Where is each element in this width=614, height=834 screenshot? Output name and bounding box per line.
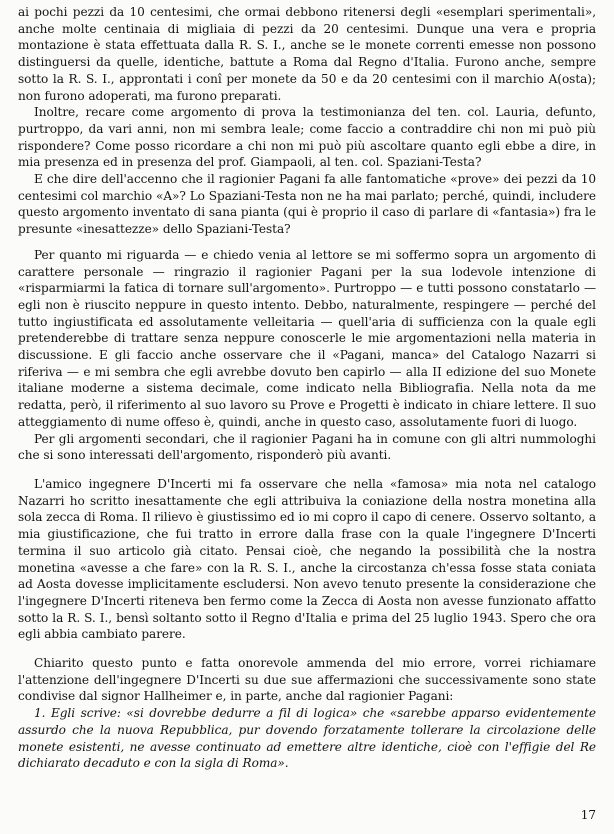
document-page (18, 4, 596, 772)
paragraph-7: Chiarito questo punto e fatta onorevole ammenda del mio errore, vorrei richiamare l'attenzione dell'ingegnere D'Incerti su due sue affermazioni che successivamente sono state condivise dal signor Hallheimer e, in parte, anche dal ragionier Pagani: (18, 656, 596, 704)
paragraph-1: ai pochi pezzi da 10 centesimi, che ormai debbono ritenersi degli «esemplari sperimentali», anche molte centinaia di migliaia di pezzi da 20 centesimi. Dunque una vera e propria montazione è stata effettuata dalla R. S. I., anche se le monete correnti emesse non possono distinguersi da quelle, identiche, battute a Roma dal Regno d'Italia. Furono anche, sempre sotto la R. S. I., approntati i conî per monete da 50 e da 20 centesimi con il marchio A(osta); non furono adoperati, ma furono preparati. (18, 5, 596, 103)
paragraph-2: Inoltre, recare come argomento di prova la testimonianza del ten. col. Lauria, defunto, purtroppo, da vari anni, non mi sembra leale; come faccio a contraddire chi non mi può più rispondere? Come posso ricordare a chi non mi può più ascoltare quanto egli ebbe a dire, in mia presenza ed in presenza del prof. Giampaoli, al ten. col. Spaziani-Testa? (18, 105, 596, 170)
page-number: 17 (580, 808, 596, 822)
paragraph-3: E che dire dell'accenno che il ragionier Pagani fa alle fantomatiche «prove» dei pezzi da 10 centesimi col marchio «A»? Lo Spaziani-Testa non ne ha mai parlato; perché, quindi, includere questo argomento inventato di sana pianta (qui è proprio il caso di parlare di «fantasia») fra le presunte «inesattezze» dello Spaziani-Testa? (18, 172, 596, 237)
paragraph-6: L'amico ingegnere D'Incerti mi fa osservare che nella «famosa» mia nota nel catalogo Nazarri ho scritto inesattamente che egli attribuiva la coniazione della nostra monetina alla sola zecca di Roma. Il rilievo è giustissimo ed io mi copro il capo di cenere. Osservo soltanto, a mia giustificazione, che fui tratto in errore dalla frase con la quale l'ingegnere D'Incerti termina il suo articolo già citato. Pensai cioè, che negando la possibilità che la nostra monetina «avesse a che fare» con la R. S. I., anche la circostanza ch'essa fosse stata coniata ad Aosta dovesse implicitamente escludersi. Non avevo tenuto presente la considerazione che l'ingegnere D'Incerti riteneva ben fermo come la Zecca di Aosta non avesse funzionato affatto sotto la R. S. I., bensì soltanto sotto il Regno d'Italia e prima del 25 luglio 1943. Spero che ora egli abbia cambiato parere. (18, 476, 596, 642)
paragraph-4: Per quanto mi riguarda — e chiedo venia al lettore se mi soffermo sopra un argomento di carattere personale — ringrazio il ragionier Pagani per la sua lodevole intenzione di «risparmiarmi la fatica di tornare sull'argomento». Purtroppo — e tutti possono constatarlo — egli non è riuscito neppure in questo intento. Debbo, naturalmente, respingere — perché del tutto ingiustificata ed assolutamente velleitaria — quell'aria di sufficienza con la quale egli pretenderebbe di trattare senza neppure conoscerle le mie argomentazioni nella materia in discussione. E gli faccio anche osservare che il «Pagani, manca» del Catalogo Nazarri si riferiva — e mi sembra che egli avrebbe dovuto ben capirlo — alla II edizione del suo Monete italiane moderne a sistema decimale, come indicato nella Bibliografia. Nella nota da me redatta, però, il riferimento al suo lavoro su Prove e Progetti è indicato in chiare lettere. Il suo atteggiamento di nume offeso è, quindi, anche in questo caso, assolutamente fuori di luogo. (18, 247, 596, 429)
paragraph-8-quote: 1. Egli scrive: «si dovrebbe dedurre a fil di logica» che «sarebbe apparso evidentemente assurdo che la nuova Repubblica, pur dovendo forzatamente tollerare la circolazione delle monete esistenti, ne avesse continuato ad emettere altre identiche, cioè con l'effigie del Re dichiarato decaduto e con la sigla di Roma». (18, 706, 596, 771)
paragraph-5: Per gli argomenti secondari, che il ragionier Pagani ha in comune con gli altri nummologhi che si sono interessati dell'argomento, risponderò più avanti. (18, 431, 596, 463)
